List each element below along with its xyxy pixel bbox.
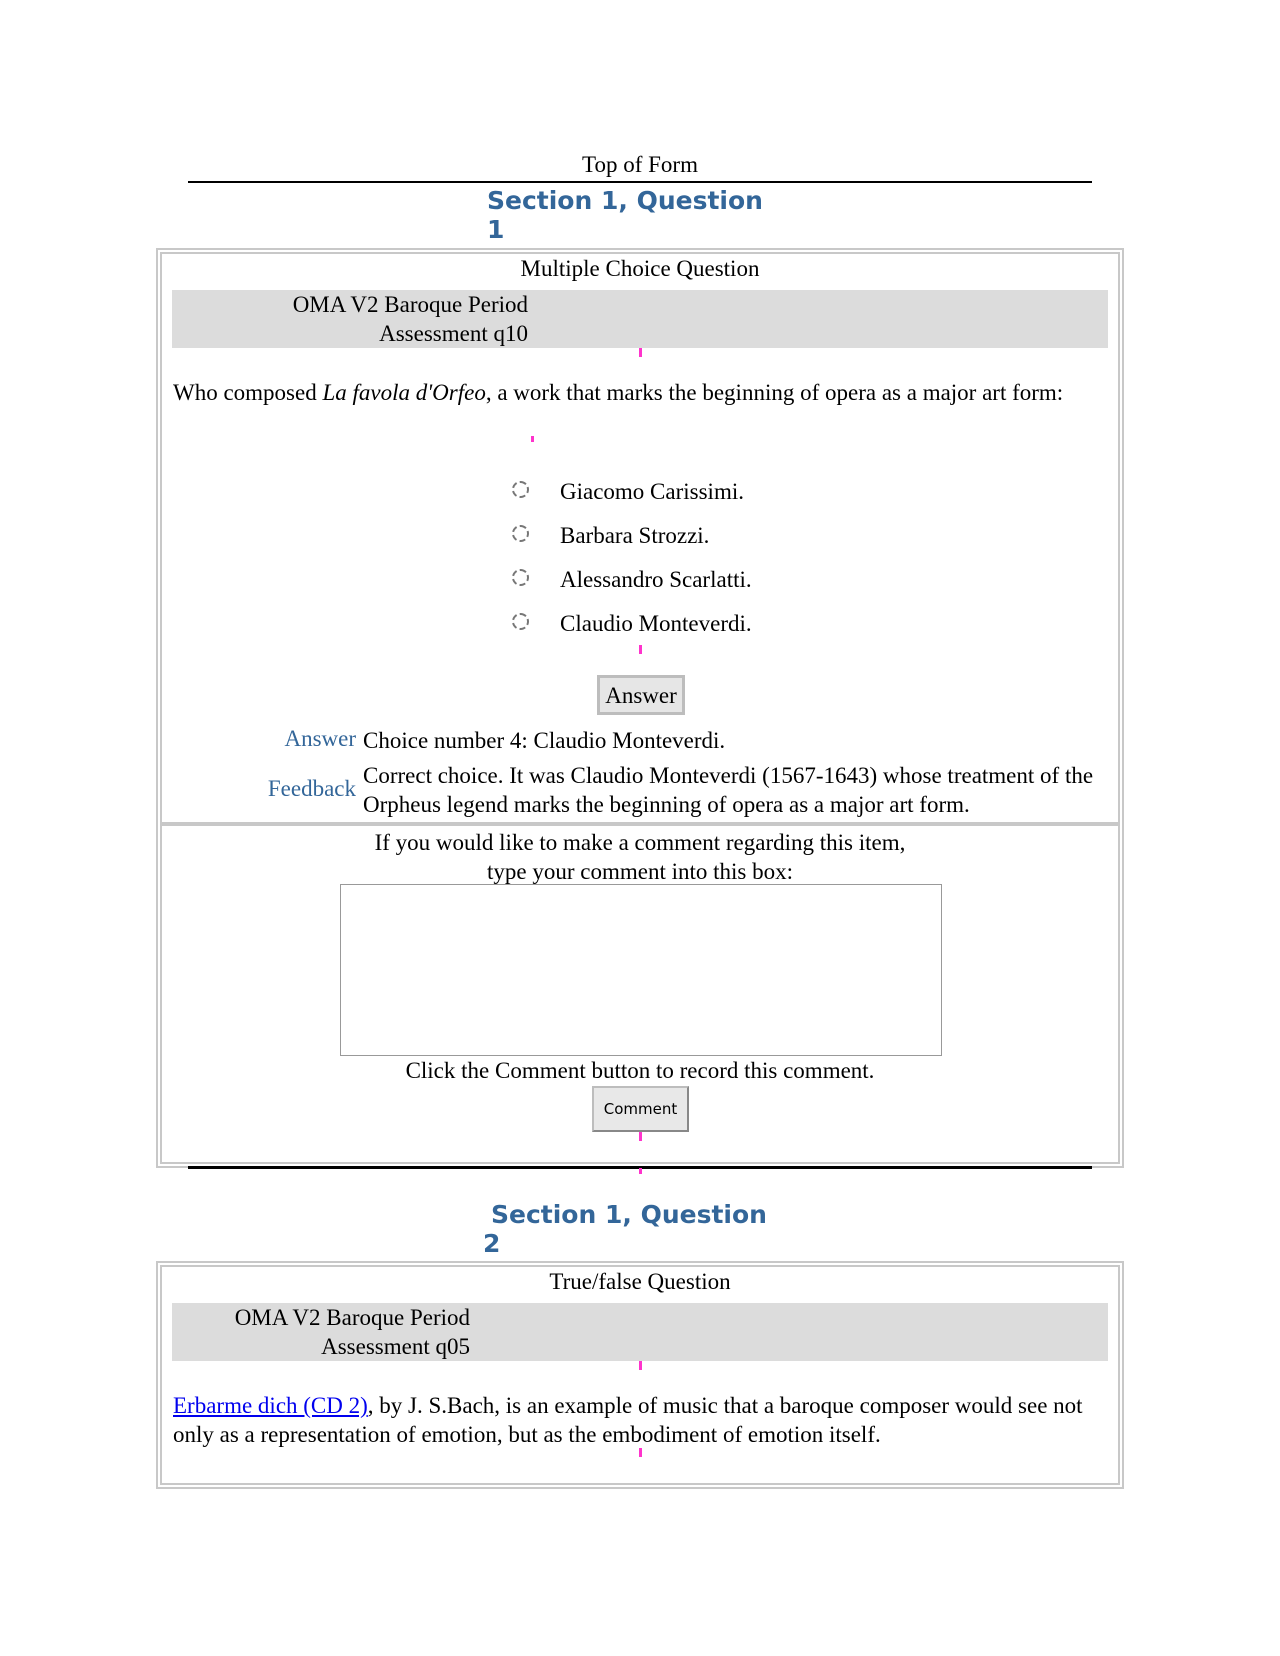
- band-line2: Assessment q05: [321, 1334, 470, 1359]
- comment-button[interactable]: Comment: [592, 1086, 689, 1132]
- erbarme-dich-link[interactable]: Erbarme dich (CD 2): [173, 1393, 368, 1418]
- comment-prompt-line1: If you would like to make a comment regarding this item,: [374, 830, 906, 855]
- section-title-line1: Section 1, Question: [491, 1200, 767, 1229]
- section-title-q2: [483, 1200, 767, 1258]
- field-marker: [639, 1168, 642, 1174]
- field-marker: [639, 645, 642, 654]
- band-line2: Assessment q10: [379, 321, 528, 346]
- field-marker: [639, 348, 642, 357]
- field-marker: [531, 436, 534, 442]
- section-title-line2: 1: [487, 215, 505, 244]
- feedback-value: Correct choice. It was Claudio Monteverdi (1567-1643) whose treatment of the Orpheus legend marks the beginning of opera as a major art form.: [363, 763, 1094, 817]
- option-label: Claudio Monteverdi.: [560, 611, 752, 636]
- question-id-text: [180, 1303, 470, 1361]
- band-line1: OMA V2 Baroque Period: [292, 292, 528, 317]
- band-line1: OMA V2 Baroque Period: [234, 1305, 470, 1330]
- field-marker: [639, 1448, 642, 1457]
- question-text-part1: Who composed: [173, 380, 323, 405]
- comment-instruction: Click the Comment button to record this comment.: [405, 1058, 875, 1083]
- comment-prompt-line2: type your comment into this box:: [487, 859, 793, 884]
- question-type-label: Multiple Choice Question: [520, 256, 760, 281]
- work-title: La favola d'Orfeo: [322, 380, 486, 405]
- question-text-part2: , a work that marks the beginning of opera as a major art form:: [485, 380, 1064, 405]
- comment-prompt: [160, 828, 1120, 886]
- option-label: Barbara Strozzi.: [560, 523, 710, 548]
- top-divider: [188, 181, 1092, 183]
- question-text-part2: , by J. S.Bach, is an example of music that a baroque composer would see not only as a representation of emotion, but as the embodiment of emotion itself.: [173, 1393, 1083, 1447]
- answer-button[interactable]: Answer: [597, 675, 685, 715]
- top-of-form-label: Top of Form: [582, 152, 698, 177]
- question-text: [173, 378, 1093, 407]
- section-title-line1: Section 1, Question: [487, 186, 763, 215]
- radio-button-icon[interactable]: [512, 613, 529, 630]
- question-text: [173, 1391, 1093, 1449]
- radio-button-icon[interactable]: [512, 481, 529, 498]
- field-marker: [639, 1132, 642, 1141]
- option-label: Giacomo Carissimi.: [560, 479, 744, 504]
- radio-button-icon[interactable]: [512, 569, 529, 586]
- section-title-line2: 2: [483, 1229, 501, 1258]
- question-id-text: [200, 290, 528, 348]
- question-type-label: True/false Question: [549, 1269, 731, 1294]
- comment-textarea[interactable]: [340, 884, 942, 1056]
- radio-button-icon[interactable]: [512, 525, 529, 542]
- field-marker: [639, 1361, 642, 1370]
- option-label: Alessandro Scarlatti.: [560, 567, 752, 592]
- section-title-q1: [487, 186, 763, 244]
- answer-value: Choice number 4: Claudio Monteverdi.: [363, 728, 726, 753]
- feedback-label: Feedback: [267, 776, 356, 801]
- answer-label: Answer: [284, 726, 356, 751]
